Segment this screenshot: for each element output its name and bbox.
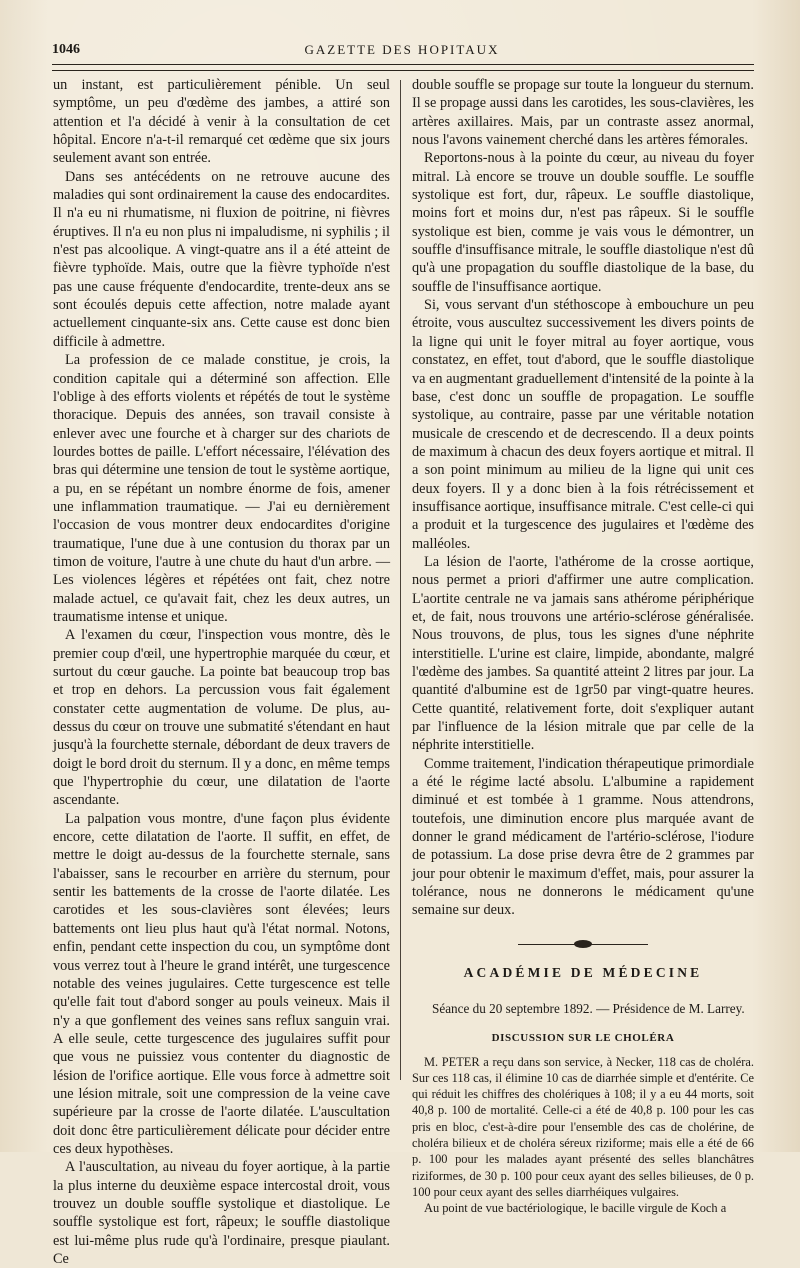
running-title: GAZETTE DES HOPITAUX [304,42,500,57]
subsection-title: DISCUSSION SUR LE CHOLÉRA [491,1032,675,1045]
paragraph: A l'examen du cœur, l'inspection vous montre, dès le premier coup d'œil, une hypertrophie marquée du cœur, et surtout du cœur gauche. La pointe bat beaucoup trop bas et trop en dehors. La percussion vous fait également constater cette augmentation de volume. De plus, au-dessus du cœur on trouve une submatité s'étendant en haut jusqu'à la fourchette sternale, débordant de deux travers de doigt le bord droit du sternum. Il y a donc, en même temps que l'hypertrophie du cœur, une dilatation de l'aorte ascendante. [53,627,390,809]
right-column [412,76,754,1216]
paragraph: M. PETER a reçu dans son service, à Necker, 118 cas de choléra. Sur ces 118 cas, il élimine 10 cas de diarrhée simple et d'entérite. Ce qui réduit les chiffres des cholériques à 108; il y a eu 44 morts, soit 40,8 p. 100 de mortalité. Celle-ci a été de 40,8 p. 100 pour les cas pris en bloc, c'est-à-dire pour l'ensemble des cas de cholérine, de choléra bilieux et de choléra séreux riziforme; mais elle a été de 66 p. 100 pour les malades ayant présenté des selles blanchâtres riziformes, de 30 p. 100 pour ceux ayant des selles bilieuses, de 0 p. 100 pour ceux ayant des selles diarrhéiques vulgaires. [412,1054,754,1199]
left-column [53,76,390,1268]
page-number: 1046 [52,42,80,57]
header-rule-thin [52,70,754,71]
paragraph: A l'auscultation, au niveau du foyer aortique, à la partie la plus interne du deuxième espace intercostal droit, vous trouvez un double souffle systolique et diastolique. Le souffle systolique est fort, râpeux; le souffle diastolique est lui-même plus rude qu'à l'ordinaire, presque piaulant. Ce [53,1159,390,1267]
paragraph: Comme traitement, l'indication thérapeutique primordiale a été le régime lacté absolu. L'albumine a rapidement diminué et est tombée à 1 gramme. Nous attendrons, toutefois, une diminution encore plus marquée avant de donner le grand médicament de l'artério-sclérose, l'iodure de potassium. La dose prise devra être de 2 grammes par jour pour obtenir le maximum d'effet, mais, pour assurer la tolérance, nous ne donnerons le médicament qu'une semaine sur deux. [412,755,754,919]
paragraph: double souffle se propage sur toute la longueur du sternum. Il se propage aussi dans les carotides, les sous-clavières, les artères axillaires. Mais, par un contraste assez anormal, nous l'avons vainement cherché dans les artères fémorales. [412,77,754,149]
paragraph: La palpation vous montre, d'une façon plus évidente encore, cette dilatation de l'aorte. Il suffit, en effet, de mettre le doigt au-dessus de la fourchette sternale, sans l'abaisser, sans le recourber en arrière du sternum, pour sentir les battements de la crosse de l'aorte dilatée. Les carotides et les sous-clavières sont élevées; leurs battements ont lieu plus haut qu'à l'état normal. Notons, enfin, pendant cette inspection du cou, un symptôme dont vous verrez tout à l'heure le grand intérêt, une turgescence notable des veines jugulaires. Cette turgescence est telle qu'elle fait tout d'abord songer au pouls veineux. Mais il n'y a que gonflement des veines sans reflux sanguin vrai. A elle seule, cette turgescence des jugulaires suffit pour que vous ne puissiez vous contenter du diagnostic de lésion de l'orifice aortique. Elle vous force à admettre soit une lésion mitrale, soit une compression de la veine cave supérieure par la crosse de l'aorte dilatée. L'auscultation doit donc être particulièrement délicate pour décider entre ces deux hypothèses. [53,810,390,1157]
paragraph: Au point de vue bactériologique, le bacille virgule de Koch a [424,1201,727,1216]
section-ornament [518,938,648,952]
paragraph: La lésion de l'aorte, l'athérome de la crosse aortique, nous permet a priori d'affirmer une autre complication. L'aortite centrale ne va jamais sans athérome périphérique et, de fait, nous trouvons une artério-sclérose généralisée. Nous trouvons, de plus, tous les signes d'une néphrite interstitielle. L'urine est claire, limpide, abondante, malgré l'œdème des jambes. Sa quantité atteint 2 litres par jour. La quantité d'albumine est de 1gr50 par vingt-quatre heures. Cette quantité, relativement forte, doit s'expliquer autant par l'influence de la lésion mitrale que par celle de la néphrite interstitielle. [412,553,754,754]
header-rule [52,64,754,65]
page-header [52,40,752,62]
paragraph: La profession de ce malade constitue, je crois, la condition capitale qui a déterminé son affection. Elle l'oblige à des efforts violents et répétés de tout le système thoracique. Depuis des années, son travail consiste à enlever avec une fourche et à charger sur des chariots de lourdes bottes de paille. L'effort nécessaire, l'élévation des bras qui détermine une tension de tout le système aortique, a pu, en se répétant un nombre énorme de fois, amener une inflammation traumatique. — J'ai eu dernièrement l'occasion de vous montrer deux endocardites d'origine traumatique, l'une due à une contusion du thorax par un timon de voiture, l'autre à une chute du haut d'un arbre. — Les violences légères et répétées ont fait, chez notre malade actuel, ce qu'avait fait, chez les deux autres, un traumatisme intense et unique. [53,352,390,625]
section-title: ACADÉMIE DE MÉDECINE [463,964,703,980]
paragraph: un instant, est particulièrement pénible. Un seul symptôme, un peu d'œdème des jambes, a attiré son attention et l'a décidé à venir à la consultation de cet hôpital. Encore n'a-t-il remarqué cet œdème que six jours seulement avant son entrée. [53,77,390,167]
paragraph: Dans ses antécédents on ne retrouve aucune des maladies qui sont ordinairement la cause des endocardites. Il n'a eu ni rhumatisme, ni fluxion de poitrine, ni fièvres éruptives. Il n'a eu non plus ni impaludisme, ni syphilis ; il n'est pas alcoolique. A vingt-quatre ans il a été atteint de fièvre typhoïde. Mais, outre que la fièvre typhoïde n'est pas une cause fréquente d'endocardite, trente-deux ans se sont écoulés depuis cette affection, notre malade ayant actuellement cinquante-six ans. Cette cause est donc bien difficile à admettre. [53,168,390,350]
column-divider [400,80,401,1080]
session-line: Séance du 20 septembre 1892. — Présidence de M. Larrey. [432,1001,745,1017]
paragraph: Si, vous servant d'un stéthoscope à embouchure un peu étroite, vous auscultez successivement les divers points de la ligne qui unit le foyer mitral au foyer aortique, vous constatez, en effet, tout d'abord, que le souffle diastolique va en augmentant graduellement d'intensité de la pointe à la base, c'est donc un souffle de propagation. Le souffle systolique, au contraire, passe par une véritable notation musicale de crescendo et de decrescendo. Il a deux points de maximum à chacun des deux foyers aortique et mitral. Il a son point minimum au milieu de la ligne qui unit ces deux foyers. Il y a donc bien à la fois rétrécissement et insuffisance aortique, insuffisance mitrale. C'est celle-ci qui a produit et la turgescence des jugulaires et l'œdème des malléoles. [412,297,755,552]
paragraph: Reportons-nous à la pointe du cœur, au niveau du foyer mitral. Là encore se trouve un double souffle. Le souffle systolique est fort, dur, râpeux. Le souffle diastolique, moins fort et moins dur, n'est pas râpeux. Si le souffle systolique est bien, comme je vais vous le démontrer, un souffle d'insuffisance mitrale, le souffle diastolique n'est dû qu'à une propagation du souffle diastolique de la base, du souffle de l'insuffisance aortique. [412,150,754,295]
